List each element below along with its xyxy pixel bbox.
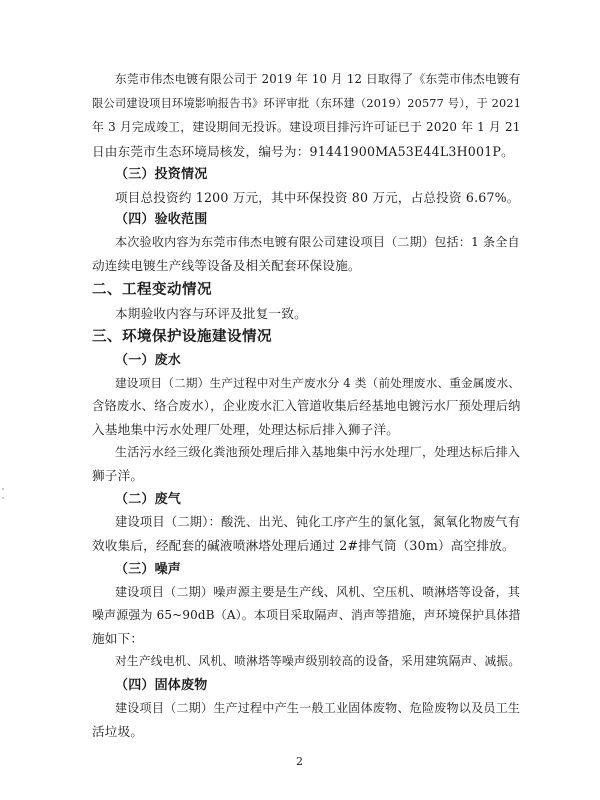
wastewater-line-3: 入基地集中污水处理厂处理，处理达标后排入狮子洋。 <box>92 422 400 437</box>
chapter-heading-environment: 三、环境保护设施建设情况 <box>92 328 272 345</box>
intro-line-4: 日由东莞市生态环境局核发，编号为：91441900MA53E44L3H001P。 <box>92 144 514 159</box>
solid-waste-line-2: 活垃圾。 <box>92 724 144 739</box>
chapter-heading-changes: 二、工程变动情况 <box>92 281 212 298</box>
page-number: 2 <box>296 755 304 768</box>
exhaust-gas-line-1: 建设项目（二期）：酸洗、出光、钝化工序产生的氯化氢，氮氧化物废气有 <box>115 515 521 529</box>
scope-line-2: 动连续电镀生产线等设备及相关配套环保设施。 <box>92 258 361 273</box>
noise-line-3: 施如下： <box>92 631 144 646</box>
section-heading-noise: （三）噪声 <box>115 562 182 577</box>
investment-line-1: 项目总投资约 1200 万元，其中环保投资 80 万元，占总投资 6.67%。 <box>115 190 520 205</box>
scope-line-1: 本次验收内容为东莞市伟杰电镀有限公司建设项目（二期）包括：1 条全自 <box>115 235 520 249</box>
section-heading-investment: （三）投资情况 <box>115 167 208 182</box>
noise-line-1: 建设项目（二期）噪声源主要是生产线、风机、空压机、喷淋塔等设备，其 <box>115 585 521 599</box>
section-heading-exhaust-gas: （二）废气 <box>115 492 182 507</box>
wastewater-line-4: 生活污水经三级化粪池预处理后排入基地集中污水处理厂，处理达标后排入 <box>115 445 521 459</box>
scan-mark <box>2 497 4 499</box>
noise-line-2: 噪声源强为 65~90dB（A）。本项目采取隔声、消声等措施，声环境保护具体措 <box>92 608 521 622</box>
scan-mark <box>2 488 4 490</box>
wastewater-line-5: 狮子洋。 <box>92 468 144 483</box>
wastewater-line-2: 含铬废水、络合废水），企业废水汇入管道收集后经基地电镀污水厂预处理后纳 <box>92 399 521 413</box>
exhaust-gas-line-2: 效收集后，经配套的碱液喷淋塔处理后通过 2#排气筒（30m）高空排放。 <box>92 538 515 553</box>
section-heading-wastewater: （一）废水 <box>115 353 182 368</box>
noise-line-4: 对生产线电机、风机、喷淋塔等噪声级别较高的设备，采用建筑隔声、减振。 <box>115 654 521 668</box>
intro-line-1: 东莞市伟杰电镀有限公司于 2019 年 10 月 12 日取得了《东莞市伟杰电镀有 <box>115 72 521 86</box>
changes-line-1: 本期验收内容与环评及批复一致。 <box>115 306 307 321</box>
wastewater-line-1: 建设项目（二期）生产过程中对生产废水分 4 类（前处理废水、重金属废水、 <box>115 376 521 390</box>
intro-line-3: 年 3 月完成竣工，建设期间无投诉。建设项目排污许可证已于 2020 年 1 月 21 <box>92 120 521 134</box>
section-heading-solid-waste: （四）固体废物 <box>115 678 208 693</box>
intro-line-2: 限公司建设项目环境影响报告书》环评审批（东环建（2019）20577 号），于 2021 <box>92 97 522 110</box>
section-heading-scope: （四）验收范围 <box>115 212 208 227</box>
solid-waste-line-1: 建设项目（二期）生产过程中产生一般工业固体废物、危险废物以及员工生 <box>115 701 521 715</box>
